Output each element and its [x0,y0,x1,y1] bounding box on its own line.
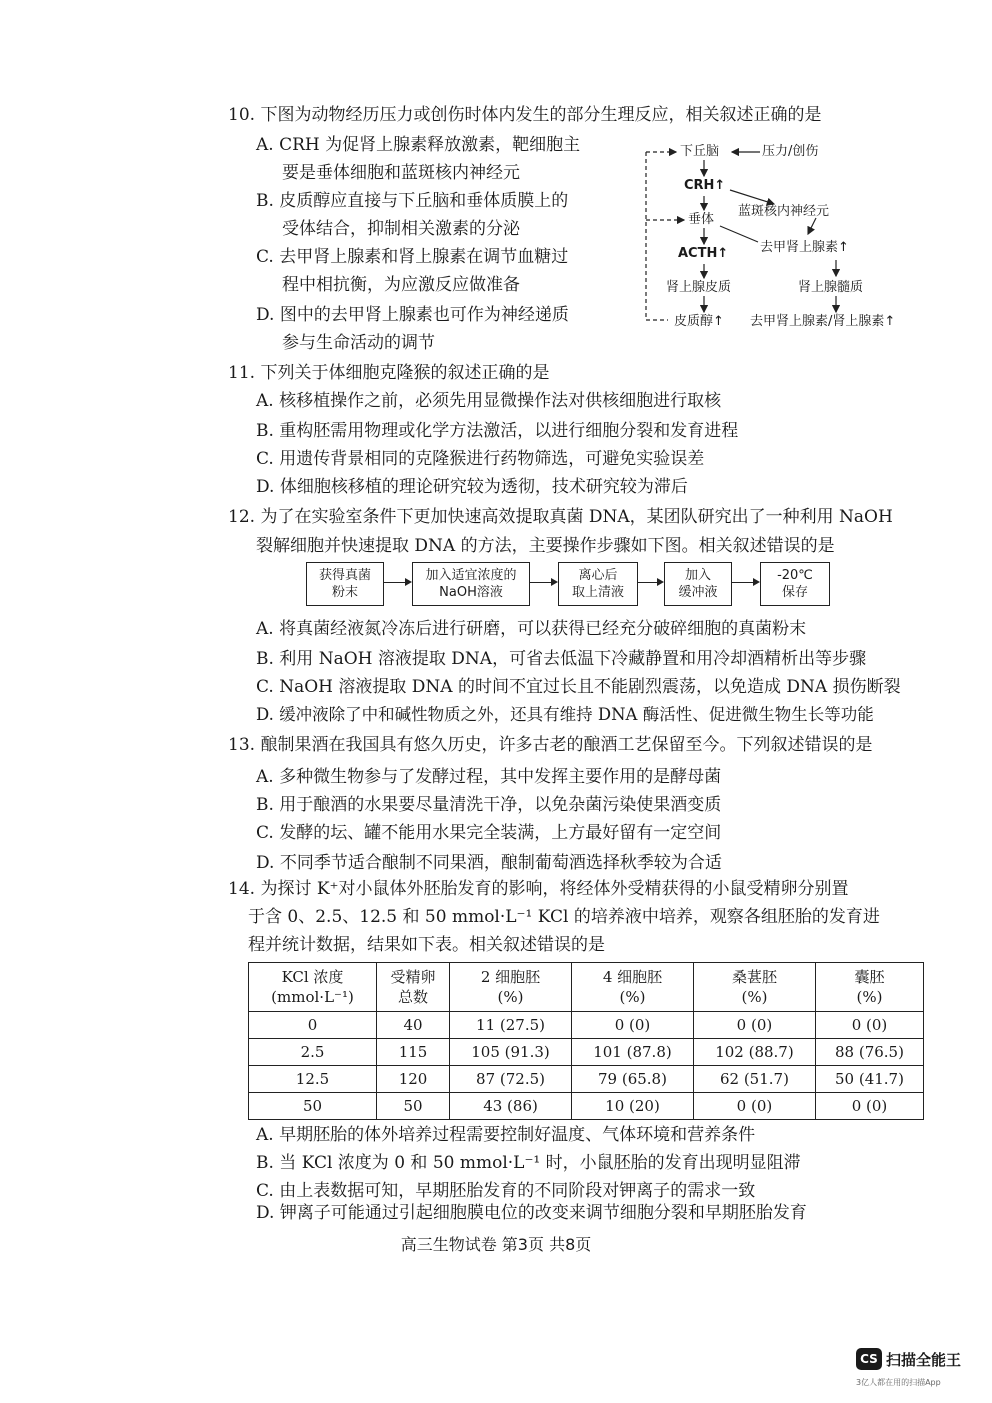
kcl-results-table [248,962,924,1120]
diagram-medulla: 肾上腺髓质 [798,280,864,295]
q10-option-a: A. CRH 为促肾上腺素释放激素，靶细胞主 [256,135,581,155]
q12-option-a: A. 将真菌经液氮冷冻后进行研磨，可以获得已经充分破碎细胞的真菌粉末 [256,619,807,639]
page-footer: 高三生物试卷 第3页 共8页 [400,1235,592,1254]
flow-step-5: -20℃ 保存 [760,562,830,606]
table-header: 囊胚 (%) [815,963,923,1012]
table-row: 0 40 11 (27.5) 0 (0) 0 (0) 0 (0) [249,1012,924,1039]
stress-response-diagram [640,136,940,346]
q14-stem-line3: 程并统计数据，结果如下表。相关叙述错误的是 [248,935,605,955]
q14-option-c: C. 由上表数据可知，早期胚胎发育的不同阶段对钾离子的需求一致 [256,1181,756,1201]
q14-option-d: D. 钾离子可能通过引起细胞膜电位的改变来调节细胞分裂和早期胚胎发育 [256,1203,807,1223]
q13-option-d: D. 不同季节适合酿制不同果酒，酿制葡萄酒选择秋季较为合适 [256,853,722,873]
q12-option-c: C. NaOH 溶液提取 DNA 的时间不宜过长且不能剧烈震荡，以免造成 DNA 损伤断裂 [256,677,901,697]
q11-stem: 11. 下列关于体细胞克隆猴的叙述正确的是 [228,363,550,383]
flow-step-1: 获得真菌 粉末 [306,562,384,606]
diagram-cortex: 肾上腺皮质 [666,280,732,295]
flow-step-4: 加入 缓冲液 [664,562,732,606]
diagram-norepi-epi: 去甲肾上腺素/肾上腺素↑ [750,314,896,329]
logo-name: 扫描全能王 [886,1350,962,1369]
table-header: 桑葚胚 (%) [693,963,815,1012]
scanner-logo [856,1348,961,1370]
table-row: 2.5 115 105 (91.3) 101 (87.8) 102 (88.7) 88 (76.5) [249,1039,924,1066]
q12-option-b: B. 利用 NaOH 溶液提取 DNA，可省去低温下冷藏静置和用冷却酒精析出等步骤 [256,649,867,669]
q13-option-b: B. 用于酿酒的水果要尽量清洗干净，以免杂菌污染使果酒变质 [256,795,722,815]
q14-stem-line1: 14. 为探讨 K⁺对小鼠体外胚胎发育的影响，将经体外受精获得的小鼠受精卵分别置 [228,879,849,899]
table-header: 2 细胞胚 (%) [450,963,572,1012]
diagram-acth: ACTH↑ [678,246,729,261]
q10-option-b-cont: 受体结合，抑制相关激素的分泌 [282,219,520,239]
flow-step-2: 加入适宜浓度的 NaOH溶液 [412,562,530,606]
flow-arrow-2 [530,582,556,583]
q13-option-c: C. 发酵的坛、罐不能用水果完全装满，上方最好留有一定空间 [256,823,722,843]
table-header-row [249,963,924,1012]
diagram-locus: 蓝斑核内神经元 [738,204,830,219]
q10-stem: 10. 下图为动物经历压力或创伤时体内发生的部分生理反应，相关叙述正确的是 [228,105,822,125]
logo-tagline: 3亿人都在用的扫描App [856,1378,941,1387]
diagram-stress: 压力/创伤 [762,144,819,159]
table-row: 12.5 120 87 (72.5) 79 (65.8) 62 (51.7) 50 (41.7) [249,1066,924,1093]
flow-arrow-1 [384,582,410,583]
table-header: KCl 浓度 (mmol·L⁻¹) [249,963,377,1012]
q12-stem-line2: 裂解细胞并快速提取 DNA 的方法，主要操作步骤如下图。相关叙述错误的是 [256,536,835,556]
q10-option-c-cont: 程中相抗衡，为应激反应做准备 [282,275,520,295]
q10-option-b: B. 皮质醇应直接与下丘脑和垂体质膜上的 [256,191,569,211]
q14-stem-line2: 于含 0、2.5、12.5 和 50 mmol·L⁻¹ KCl 的培养液中培养，观察各组胚胎的发育进 [248,907,880,927]
diagram-norepi: 去甲肾上腺素↑ [760,240,849,255]
q11-option-d: D. 体细胞核移植的理论研究较为透彻，技术研究较为滞后 [256,477,688,497]
cs-logo-icon: CS [856,1348,882,1370]
diagram-cortisol: 皮质醇↑ [674,314,724,329]
diagram-hypothalamus: 下丘脑 [680,144,720,159]
q12-option-d: D. 缓冲液除了中和碱性物质之外，还具有维持 DNA 酶活性、促进微生物生长等功能 [256,705,874,724]
q13-option-a: A. 多种微生物参与了发酵过程，其中发挥主要作用的是酵母菌 [256,767,722,787]
flow-arrow-3 [638,582,662,583]
q13-stem: 13. 酿制果酒在我国具有悠久历史，许多古老的酿酒工艺保留至今。下列叙述错误的是 [228,735,873,755]
q10-option-d-cont: 参与生命活动的调节 [282,333,435,353]
table-header: 受精卵 总数 [376,963,449,1012]
q14-option-a: A. 早期胚胎的体外培养过程需要控制好温度、气体环境和营养条件 [256,1125,756,1145]
q12-stem-line1: 12. 为了在实验室条件下更加快速高效提取真菌 DNA，某团队研究出了一种利用 NaOH [228,507,893,527]
q11-option-a: A. 核移植操作之前，必须先用显微操作法对供核细胞进行取核 [256,391,722,411]
table-header: 4 细胞胚 (%) [572,963,694,1012]
diagram-pituitary: 垂体 [688,212,715,227]
q10-option-a-cont: 要是垂体细胞和蓝斑核内神经元 [282,163,520,183]
q10-option-d: D. 图中的去甲肾上腺素也可作为神经递质 [256,305,569,325]
diagram-crh: CRH↑ [684,178,726,193]
q11-option-c: C. 用遗传背景相同的克隆猴进行药物筛选，可避免实验误差 [256,449,705,469]
flow-step-3: 离心后 取上清液 [558,562,638,606]
q14-option-b: B. 当 KCl 浓度为 0 和 50 mmol·L⁻¹ 时，小鼠胚胎的发育出现明显阻滞 [256,1153,801,1173]
q11-option-b: B. 重构胚需用物理或化学方法激活，以进行细胞分裂和发育进程 [256,421,739,441]
flow-arrow-4 [732,582,758,583]
q10-option-c: C. 去甲肾上腺素和肾上腺素在调节血糖过 [256,247,569,267]
table-row: 50 50 43 (86) 10 (20) 0 (0) 0 (0) [249,1093,924,1120]
